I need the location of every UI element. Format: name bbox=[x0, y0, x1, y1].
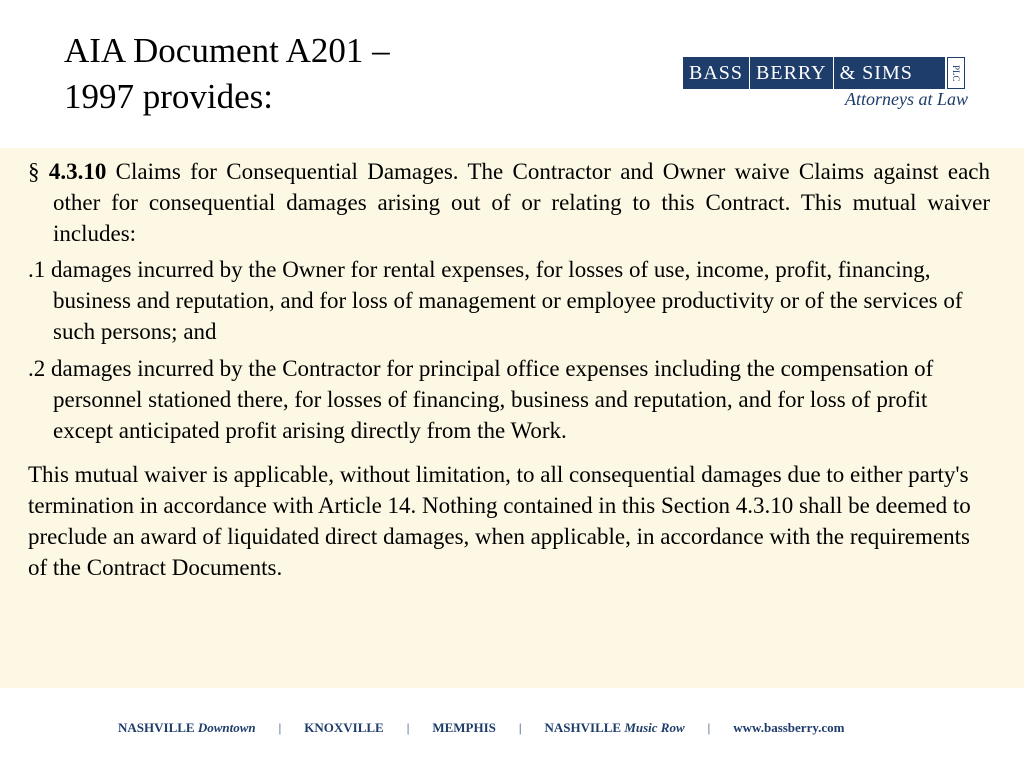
logo-name-bar bbox=[683, 57, 945, 89]
list-item-1: .1 damages incurred by the Owner for rental expenses, for losses of use, income, profit, financing, business and reputation, and for loss of management or employee productivity or of the services of such persons; and bbox=[28, 257, 963, 344]
logo-tagline: Attorneys at Law bbox=[844, 89, 968, 109]
footer-location-nashville-downtown bbox=[118, 720, 256, 736]
slide-title-line-2: 1997 provides: bbox=[64, 77, 274, 116]
list-item-2: .2 damages incurred by the Contractor for principal office expenses including the compensation of personnel stationed there, for losses of financing, business and reputation, and for loss of profit except anticipated profit arising directly from the Work. bbox=[28, 356, 934, 443]
footer-locations bbox=[118, 720, 844, 736]
logo-segment-berry: BERRY bbox=[750, 57, 834, 89]
footer-location-knoxville: KNOXVILLE bbox=[304, 720, 384, 735]
logo-segment-bass: BASS bbox=[683, 57, 750, 89]
footer-area: Music Row bbox=[624, 720, 685, 735]
closing-paragraph: This mutual waiver is applicable, without limitation, to all consequential damages due to either party's termination in accordance with Article 14. Nothing contained in this Section 4.3.10 shall be deemed to preclude an award of liquidated direct damages, when applicable, in accordance with the requirements of the Contract Documents. bbox=[28, 462, 971, 580]
section-paragraph bbox=[28, 156, 990, 249]
logo-segment-sims: & SIMS bbox=[839, 61, 913, 84]
footer-separator: | bbox=[278, 720, 282, 735]
slide-body bbox=[28, 156, 990, 583]
logo-plc-mark: PLC bbox=[947, 57, 965, 89]
section-symbol: § bbox=[28, 159, 40, 184]
firm-logo bbox=[683, 57, 968, 113]
slide-title-line-1: AIA Document A201 – bbox=[64, 31, 390, 70]
slide-title bbox=[64, 28, 390, 120]
footer-city: NASHVILLE bbox=[118, 720, 195, 735]
footer-location-nashville-music-row bbox=[545, 720, 685, 736]
footer-separator: | bbox=[406, 720, 410, 735]
section-text: Claims for Consequential Damages. The Contractor and Owner waive Claims against each other for consequential damages arising out of or relating to this Contract. This mutual waiver includes: bbox=[53, 159, 990, 246]
footer-city: NASHVILLE bbox=[544, 720, 622, 735]
footer-website-link[interactable]: www.bassberry.com bbox=[733, 720, 845, 735]
section-number: 4.3.10 bbox=[48, 159, 107, 184]
footer-separator: | bbox=[518, 720, 522, 735]
footer-location-memphis: MEMPHIS bbox=[432, 720, 496, 735]
footer-area: Downtown bbox=[197, 720, 256, 735]
footer-separator: | bbox=[707, 720, 711, 735]
